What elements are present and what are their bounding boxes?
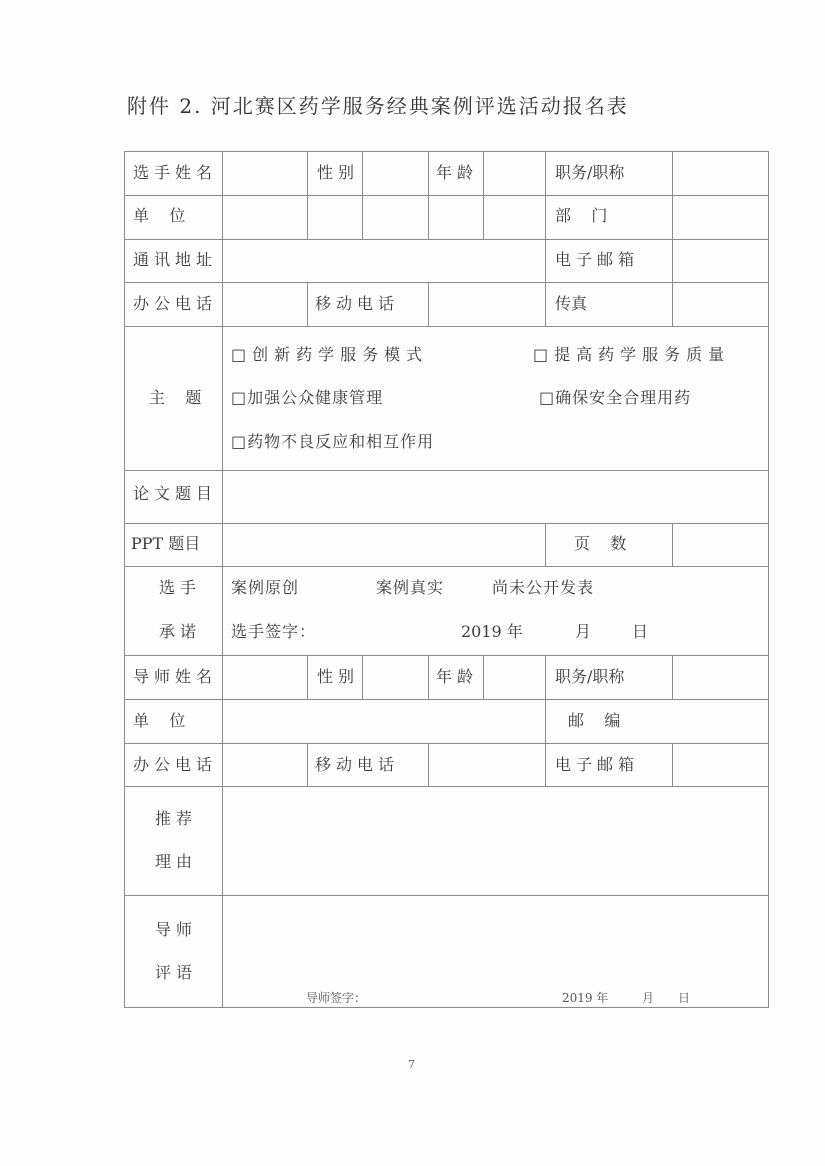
ppt-title-label: PPT 题目 [131, 534, 201, 553]
ppt-pages-label: 页 数 [574, 534, 627, 553]
column-divider [307, 743, 308, 786]
column-divider [672, 743, 673, 786]
column-divider [483, 152, 484, 239]
paper-title-label: 论文题目 [133, 484, 218, 503]
mentor-office-phone-label: 办公电话 [133, 755, 218, 774]
pledge-item-unpublished: 尚未公开发表 [492, 578, 595, 597]
column-divider [545, 152, 546, 326]
pledge-label-bottom: 承诺 [159, 622, 202, 641]
column-divider [428, 152, 429, 239]
mentor-mobile-label: 移动电话 [315, 755, 400, 774]
mentor-position-label: 职务/职称 [555, 667, 625, 686]
contestant-gender-label: 性别 [317, 163, 360, 182]
comment-year: 2019 年 [562, 991, 609, 1005]
mentor-unit-label: 单 位 [133, 711, 186, 730]
contestant-position-label: 职务/职称 [555, 163, 625, 182]
pledge-day: 日 [632, 622, 649, 641]
comment-signature-label: 导师签字： [306, 991, 367, 1005]
mentor-age-label: 年龄 [436, 667, 479, 686]
page-title: 附件 2. 河北赛区药学服务经典案例评选活动报名表 [127, 94, 629, 118]
column-divider [672, 655, 673, 699]
theme-label: 主 题 [149, 388, 202, 407]
pledge-year: 2019 年 [461, 622, 523, 641]
registration-form-table [124, 151, 769, 1008]
pledge-item-authentic: 案例真实 [376, 578, 445, 597]
page-number: 7 [408, 1058, 415, 1071]
theme-option-adverse-reactions[interactable]: □药物不良反应和相互作用 [231, 432, 435, 451]
column-divider [545, 523, 546, 566]
column-divider [428, 655, 429, 699]
recommend-label-top: 推荐 [155, 809, 198, 828]
column-divider [307, 152, 308, 239]
column-divider [222, 152, 223, 1007]
contestant-age-label: 年龄 [436, 163, 479, 182]
theme-option-safe-use[interactable]: □确保安全合理用药 [539, 388, 692, 407]
mentor-gender-label: 性别 [317, 667, 360, 686]
contestant-mobile-label: 移动电话 [315, 294, 400, 313]
column-divider [307, 655, 308, 699]
column-divider [672, 523, 673, 566]
mentor-email-label: 电子邮箱 [555, 755, 640, 774]
contestant-department-label: 部 门 [555, 206, 608, 225]
column-divider [428, 743, 429, 786]
contestant-name-label: 选手姓名 [133, 163, 218, 182]
comment-label-top: 导师 [155, 920, 198, 939]
contestant-fax-label: 传真 [555, 294, 588, 313]
column-divider [362, 152, 363, 239]
recommend-label-bottom: 理由 [155, 852, 198, 871]
column-divider [545, 655, 546, 786]
theme-option-innovate[interactable]: □创新药学服务模式 [231, 345, 429, 364]
pledge-item-original: 案例原创 [231, 578, 300, 597]
pledge-month: 月 [575, 622, 592, 641]
comment-day: 日 [678, 991, 691, 1005]
theme-option-quality[interactable]: □提高药学服务质量 [533, 345, 731, 364]
theme-option-public-health[interactable]: □加强公众健康管理 [231, 388, 384, 407]
contestant-address-label: 通讯地址 [133, 250, 218, 269]
contestant-office-phone-label: 办公电话 [133, 294, 218, 313]
mentor-postcode-label: 邮 编 [568, 711, 621, 730]
comment-month: 月 [642, 991, 655, 1005]
column-divider [428, 282, 429, 326]
mentor-name-label: 导师姓名 [133, 667, 218, 686]
contestant-email-label: 电子邮箱 [555, 250, 640, 269]
comment-label-bottom: 评语 [155, 963, 198, 982]
column-divider [307, 282, 308, 326]
pledge-signature-label: 选手签字： [231, 622, 317, 641]
column-divider [672, 152, 673, 326]
column-divider [362, 655, 363, 699]
contestant-unit-label: 单 位 [133, 206, 186, 225]
column-divider [483, 655, 484, 699]
pledge-label-top: 选手 [159, 578, 202, 597]
